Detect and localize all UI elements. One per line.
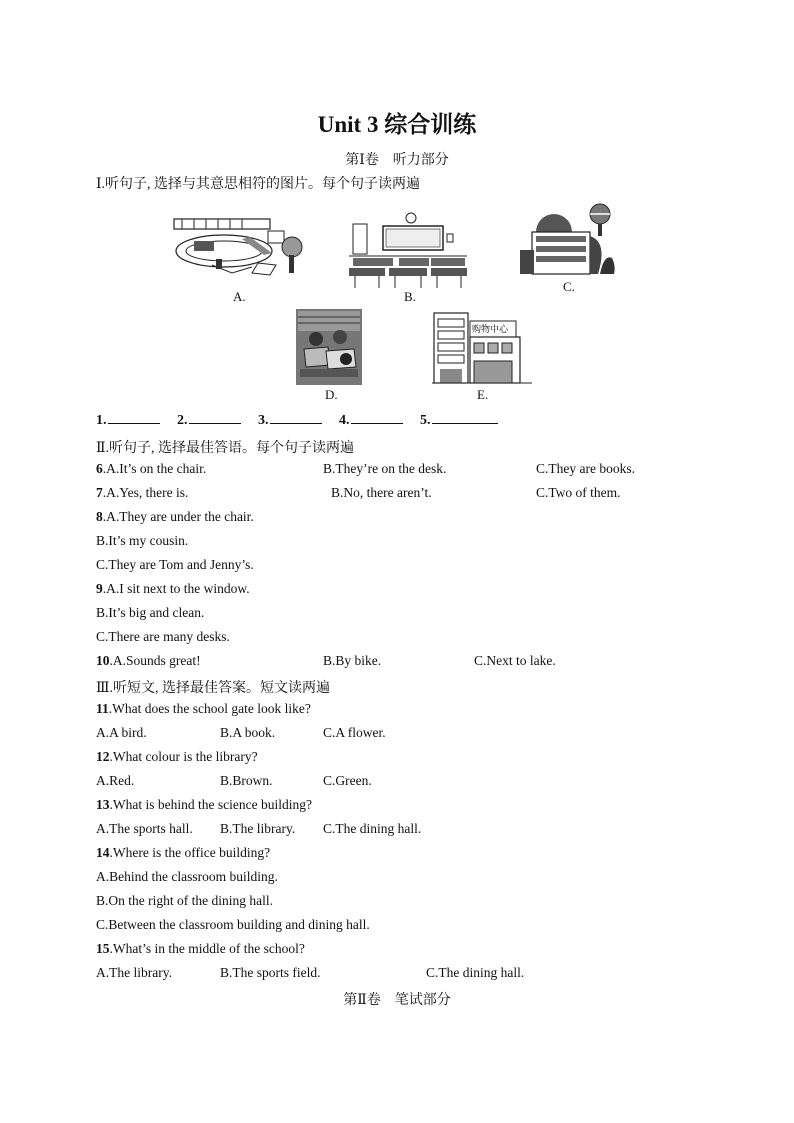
question-6-option-c: C.They are books. — [536, 461, 635, 476]
picture-label-a: A. — [233, 289, 246, 304]
question-15-text: 15.What’s in the middle of the school? — [96, 941, 305, 956]
question-11-option-a: A.A bird. — [96, 725, 147, 740]
classroom-icon — [349, 212, 467, 290]
question-6-option-b: B.They’re on the desk. — [323, 461, 447, 476]
question-15-option-a: A.The library. — [96, 965, 172, 980]
shopping-center-icon — [432, 309, 532, 385]
picture-label-e: E. — [477, 387, 489, 402]
question-9-option-b: B.It’s big and clean. — [96, 605, 205, 620]
section-three-heading: Ⅲ.听短文, 选择最佳答案。短文读两遍 — [96, 681, 331, 696]
question-13-option-a: A.The sports hall. — [96, 821, 193, 836]
question-15-option-c: C.The dining hall. — [426, 965, 525, 980]
picture-label-c: C. — [563, 279, 575, 294]
blank-label-5: 5. — [420, 413, 431, 428]
question-8-option-c: C.They are Tom and Jenny’s. — [96, 557, 254, 572]
question-10-option-c: C.Next to lake. — [474, 653, 556, 668]
picture-label-d: D. — [325, 387, 338, 402]
school-building-icon — [518, 202, 618, 276]
library-reading-icon — [296, 309, 362, 385]
question-9-option-a: 9.A.I sit next to the window. — [96, 581, 250, 596]
answer-blanks — [96, 410, 512, 429]
blank-label-4: 4. — [339, 413, 350, 428]
page-title: Unit 3 综合训练 — [317, 112, 477, 137]
part-two-heading: 第Ⅱ卷 笔试部分 — [343, 993, 451, 1008]
question-7-option-a: 7.A.Yes, there is. — [96, 485, 189, 500]
question-13-option-c: C.The dining hall. — [323, 821, 422, 836]
question-8-option-b: B.It’s my cousin. — [96, 533, 189, 548]
shopping-center-sign: 购物中心 — [472, 325, 509, 335]
part-one-heading: 第Ⅰ卷 听力部分 — [345, 153, 449, 168]
question-14-text: 14.Where is the office building? — [96, 845, 271, 860]
question-12-option-b: B.Brown. — [220, 773, 273, 788]
question-12-option-c: C.Green. — [323, 773, 372, 788]
question-9-option-c: C.There are many desks. — [96, 629, 230, 644]
blank-label-3: 3. — [258, 413, 269, 428]
question-6-option-a: 6.A.It’s on the chair. — [96, 461, 207, 476]
question-15-option-b: B.The sports field. — [220, 965, 321, 980]
question-10-option-a: 10.A.Sounds great! — [96, 653, 201, 668]
question-11-text: 11.What does the school gate look like? — [96, 701, 311, 716]
playground-icon — [172, 213, 310, 277]
question-12-text: 12.What colour is the library? — [96, 749, 258, 764]
question-7-option-b: B.No, there aren’t. — [331, 485, 432, 500]
question-8-option-a: 8.A.They are under the chair. — [96, 509, 254, 524]
answer-blank-2[interactable] — [189, 410, 241, 424]
question-10-option-b: B.By bike. — [323, 653, 382, 668]
question-11-option-c: C.A flower. — [323, 725, 386, 740]
blank-label-2: 2. — [177, 413, 188, 428]
blank-label-1: 1. — [96, 413, 107, 428]
answer-blank-4[interactable] — [351, 410, 403, 424]
question-12-option-a: A.Red. — [96, 773, 135, 788]
answer-blank-3[interactable] — [270, 410, 322, 424]
question-14-option-a: A.Behind the classroom building. — [96, 869, 278, 884]
question-7-option-c: C.Two of them. — [536, 485, 621, 500]
section-one-heading: Ⅰ.听句子, 选择与其意思相符的图片。每个句子读两遍 — [96, 177, 421, 192]
question-14-option-c: C.Between the classroom building and dining hall. — [96, 917, 370, 932]
picture-label-b: B. — [404, 289, 416, 304]
question-13-text: 13.What is behind the science building? — [96, 797, 312, 812]
answer-blank-1[interactable] — [108, 410, 160, 424]
section-two-heading: Ⅱ.听句子, 选择最佳答语。每个句子读两遍 — [96, 441, 355, 456]
answer-blank-5[interactable] — [432, 410, 498, 424]
question-14-option-b: B.On the right of the dining hall. — [96, 893, 273, 908]
question-11-option-b: B.A book. — [220, 725, 276, 740]
question-13-option-b: B.The library. — [220, 821, 296, 836]
